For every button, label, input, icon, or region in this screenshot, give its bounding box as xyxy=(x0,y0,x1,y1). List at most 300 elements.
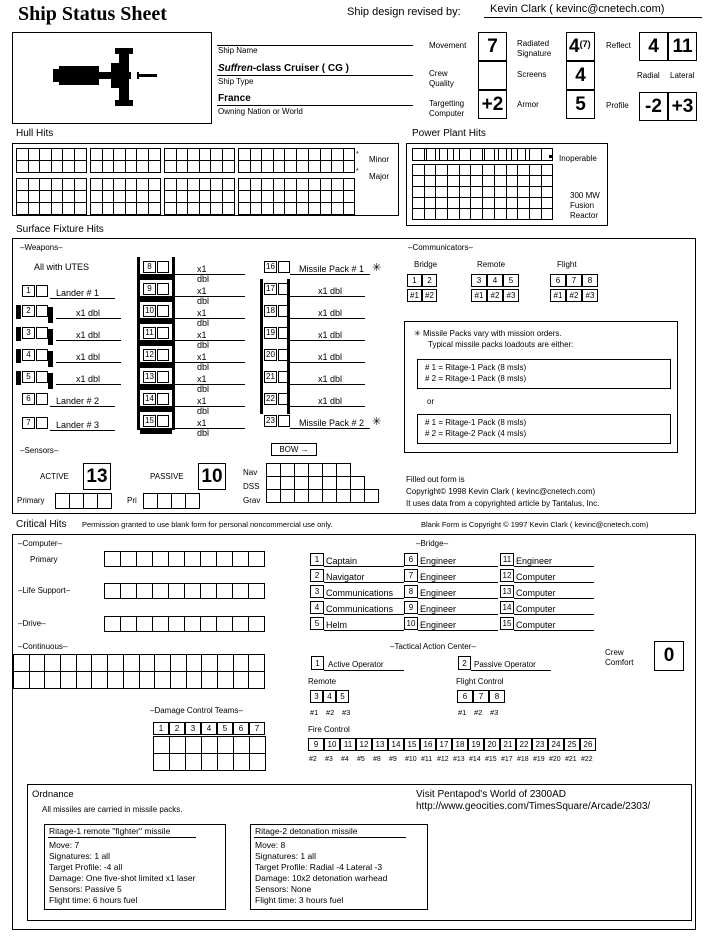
bridge-crit-title: –Bridge– xyxy=(416,539,449,548)
left-mount-box xyxy=(36,305,48,317)
ordnance-note: All missiles are carried in missile packs. xyxy=(42,805,183,814)
mid-mount-bar xyxy=(140,362,172,368)
flight-crit-sub: #1 xyxy=(458,708,467,717)
right-mount-num: 19 xyxy=(264,327,277,339)
left-mount-box xyxy=(36,417,48,429)
mid-mount-box xyxy=(157,393,169,405)
bridge-crit-num: 6 xyxy=(404,553,418,566)
missile-star-icon: ✳ xyxy=(372,262,382,274)
profile-a: -2 xyxy=(639,92,668,121)
dct-cell: 5 xyxy=(217,722,233,735)
mid-mount-label: x1 dbl xyxy=(197,374,210,394)
fire-label: Fire Control xyxy=(308,725,350,734)
missile-stat-line: Flight time: 3 hours fuel xyxy=(255,895,344,905)
power-inoperable-grid[interactable] xyxy=(412,148,553,161)
radiated-value: 4 (7) xyxy=(566,32,595,61)
left-mount-box xyxy=(36,371,48,383)
turret-mark xyxy=(48,307,53,323)
missile-stat-line: Sensors: Passive 5 xyxy=(49,884,122,894)
right-mount-num: 22 xyxy=(264,393,277,405)
bridge-crit-num: 8 xyxy=(404,585,418,598)
mid-mount-label: x1 dbl xyxy=(197,286,210,306)
mid-mount-box xyxy=(157,283,169,295)
left-mount-num: 3 xyxy=(22,327,35,339)
missile-stat-line: Target Profile: -4 all xyxy=(49,862,123,872)
left-mount-line xyxy=(50,430,115,431)
tac-title: –Tactical Action Center– xyxy=(390,642,476,651)
revised-label: Ship design revised by: xyxy=(347,6,461,18)
left-mount-num: 1 xyxy=(22,285,35,297)
mid-mount-label: x1 dbl xyxy=(197,352,210,372)
bridge-crit-label: Helm xyxy=(326,620,348,630)
dct-title: –Damage Control Teams– xyxy=(150,706,243,715)
bridge-crit-label: Engineer xyxy=(420,556,457,566)
remote-crit-sub: #3 xyxy=(342,708,351,717)
turret-mark xyxy=(48,329,53,345)
fire-sub: #17 xyxy=(501,756,513,763)
surface-title: Surface Fixture Hits xyxy=(16,224,104,235)
comm-flight-cell: 6 xyxy=(550,274,566,287)
bridge-crit-label: Engineer xyxy=(420,604,457,614)
mid-mount-line xyxy=(175,296,245,297)
crew-label: Crew Quality xyxy=(429,69,454,88)
primary-label: Primary xyxy=(17,496,45,505)
right-mount-label: x1 dbl xyxy=(318,286,343,296)
passive-label: PASSIVE xyxy=(150,472,184,481)
flight-crit-sub: #3 xyxy=(490,708,499,717)
power-grid-main[interactable] xyxy=(412,164,553,220)
life-title: –Life Support– xyxy=(18,586,71,595)
bridge-crit-num: 9 xyxy=(404,601,418,614)
opt1-line2: # 2 = Ritage-1 Pack (8 msls) xyxy=(425,374,527,383)
missile-stat-line: Damage: 10x2 detonation warhead xyxy=(255,873,388,883)
right-rail xyxy=(260,279,263,414)
dct-cell: 4 xyxy=(201,722,217,735)
bridge-crit-line xyxy=(514,630,594,631)
bridge-crit-line xyxy=(324,582,404,583)
dct-cell: 1 xyxy=(153,722,169,735)
or-label: or xyxy=(427,397,435,406)
opt1-line1: # 1 = Ritage-1 Pack (8 msls) xyxy=(425,363,527,372)
mid-mount-bar xyxy=(140,428,172,434)
turret-mark xyxy=(48,351,53,367)
mid-mount-bar xyxy=(140,296,172,302)
comm-remote-cell: 3 xyxy=(471,274,487,287)
fire-sub: #11 xyxy=(421,756,433,763)
right-mount-line xyxy=(290,406,365,407)
left-mount-box xyxy=(36,393,48,405)
nation: France xyxy=(218,93,251,104)
turret-mark xyxy=(16,371,21,385)
bridge-crit-label: Engineer xyxy=(420,588,457,598)
turret-mark xyxy=(16,327,21,341)
bridge-crit-num: 1 xyxy=(310,553,324,566)
missile-stat-line: Damage: One five-shot limited x1 laser xyxy=(49,873,196,883)
copyright-label: Copyright© 1998 Kevin Clark ( kevinc@cnetech.com) xyxy=(406,487,596,496)
filled-label: Filled out form is xyxy=(406,475,465,484)
ship-type-label: Ship Type xyxy=(218,77,254,86)
left-mount-box xyxy=(36,349,48,361)
left-mount-num: 2 xyxy=(22,305,35,317)
fire-cell: 23 xyxy=(532,738,548,751)
right-mount-box xyxy=(278,261,290,273)
fire-cell: 11 xyxy=(340,738,356,751)
life-support-grid[interactable] xyxy=(104,583,265,599)
right-mount-label: Missile Pack # 1 xyxy=(299,264,365,274)
sensor-dss-grid[interactable] xyxy=(266,476,365,490)
comm-remote-sub: #3 xyxy=(503,289,519,302)
bridge-crit-label: Computer xyxy=(516,620,556,630)
bridge-crit-num: 12 xyxy=(500,569,514,582)
fire-cell: 15 xyxy=(404,738,420,751)
sensor-nav-grid[interactable] xyxy=(266,463,351,477)
page-title: Ship Status Sheet xyxy=(18,3,167,25)
left-mount-line xyxy=(56,318,121,319)
turret-mark xyxy=(16,349,21,363)
comm-bridge-sub: #1 xyxy=(407,289,422,302)
inoperable-label: Inoperable xyxy=(559,154,597,163)
hull-minor-grid[interactable] xyxy=(164,148,235,173)
hull-major-grid[interactable] xyxy=(238,178,309,215)
bridge-crit-num: 5 xyxy=(310,617,324,630)
mid-mount-num: 14 xyxy=(143,393,156,405)
left-mount-label: x1 dbl xyxy=(76,374,101,384)
comm-remote-cell: 4 xyxy=(487,274,503,287)
fire-cell: 20 xyxy=(484,738,500,751)
missile-note-2: Typical missile packs loadouts are either: xyxy=(428,340,574,349)
fire-sub: #14 xyxy=(469,756,481,763)
mid-mount-box xyxy=(157,305,169,317)
bridge-crit-num: 2 xyxy=(310,569,324,582)
comm-bridge-sub: #2 xyxy=(422,289,437,302)
dct-cell: 6 xyxy=(233,722,249,735)
left-mount-num: 6 xyxy=(22,393,35,405)
bridge-crit-label: Computer xyxy=(516,604,556,614)
tac1-label: Active Operator xyxy=(328,660,384,669)
fire-cell: 10 xyxy=(324,738,340,751)
bridge-crit-line xyxy=(324,614,404,615)
missile-stat-line: Signatures: 1 all xyxy=(49,851,110,861)
right-mount-box xyxy=(278,415,290,427)
fire-cell: 26 xyxy=(580,738,596,751)
fire-sub: #10 xyxy=(405,756,417,763)
mid-mount-box xyxy=(157,327,169,339)
grav-label: Grav xyxy=(243,496,261,505)
comm-title: –Communicators– xyxy=(408,243,473,252)
fire-sub: #8 xyxy=(373,756,381,763)
url-link[interactable]: http://www.geocities.com/TimesSquare/Arcade/2303/ xyxy=(416,801,651,812)
bridge-crit-line xyxy=(324,566,404,567)
screens-label: Screens xyxy=(517,70,547,79)
drive-title: –Drive– xyxy=(18,619,46,628)
mid-mount-bar xyxy=(140,340,172,346)
remote-crit-cell: 5 xyxy=(336,690,349,703)
left-mount-line xyxy=(56,362,121,363)
fire-cell: 21 xyxy=(500,738,516,751)
fire-cell: 18 xyxy=(452,738,468,751)
ship-type: Suffren-class Cruiser ( CG ) xyxy=(218,63,349,74)
fire-cell: 24 xyxy=(548,738,564,751)
computer-primary-label: Primary xyxy=(30,555,58,564)
bridge-crit-line xyxy=(514,566,594,567)
flight-crit-label: Flight Control xyxy=(456,677,504,686)
comm-bridge-cell: 2 xyxy=(422,274,437,287)
targ-value: +2 xyxy=(478,90,507,119)
hull-major-grid[interactable] xyxy=(16,178,87,215)
left-mount-num: 5 xyxy=(22,371,35,383)
missile-star-icon: ✳ xyxy=(372,416,382,428)
fire-cell: 17 xyxy=(436,738,452,751)
mid-mount-num: 15 xyxy=(143,415,156,427)
drive-grid[interactable] xyxy=(104,616,265,632)
mid-mount-label: x1 dbl xyxy=(197,396,210,416)
fire-sub: #4 xyxy=(341,756,349,763)
right-mount-box xyxy=(278,283,290,295)
right-mount-line xyxy=(290,274,370,275)
mid-mount-box xyxy=(157,371,169,383)
fire-sub: #20 xyxy=(549,756,561,763)
comm-remote-label: Remote xyxy=(477,260,506,269)
right-mount-box xyxy=(278,349,290,361)
reflect-label: Reflect xyxy=(606,41,631,50)
bridge-crit-line xyxy=(324,630,404,631)
hull-minor-grid[interactable] xyxy=(90,148,161,173)
right-mount-line xyxy=(290,384,365,385)
bridge-crit-num: 15 xyxy=(500,617,514,630)
dct-grid[interactable] xyxy=(153,736,266,771)
continuous-title: –Continuous– xyxy=(18,642,68,651)
fire-sub: #18 xyxy=(517,756,529,763)
bridge-crit-num: 13 xyxy=(500,585,514,598)
hull-major-grid[interactable] xyxy=(164,178,235,215)
armor-label: Armor xyxy=(517,100,539,109)
fire-sub: #15 xyxy=(485,756,497,763)
mid-mount-num: 11 xyxy=(143,327,156,339)
fire-cell: 19 xyxy=(468,738,484,751)
crew-comfort-label: Crew Comfort xyxy=(605,648,634,668)
missile-stat-line: Sensors: None xyxy=(255,884,312,894)
remote-crit-sub: #1 xyxy=(310,708,319,717)
left-mount-box xyxy=(36,327,48,339)
missile-1-title: Ritage-1 remote "fighter" missile xyxy=(49,826,171,836)
ship-name-label: Ship Name xyxy=(218,46,258,55)
active-label: ACTIVE xyxy=(40,472,69,481)
missile-note: ✳ Missile Packs vary with mission orders. xyxy=(414,329,562,338)
bridge-crit-label: Engineer xyxy=(420,572,457,582)
reactor-label: 300 MW Fusion Reactor xyxy=(570,191,600,220)
mid-mount-bar xyxy=(140,318,172,324)
comm-flight-label: Flight xyxy=(557,260,577,269)
right-mount-line xyxy=(290,340,365,341)
turret-mark xyxy=(48,373,53,389)
armor-value: 5 xyxy=(566,90,595,119)
hull-minor-grid[interactable] xyxy=(308,148,355,173)
permission-label: Permission granted to use blank form for personal noncommercial use only. xyxy=(82,520,333,529)
right-mount-label: x1 dbl xyxy=(318,330,343,340)
minor-label: Minor xyxy=(369,155,390,164)
ship-silhouette-icon xyxy=(13,33,211,123)
comm-remote-cell: 5 xyxy=(503,274,519,287)
hull-minor-grid[interactable] xyxy=(16,148,87,173)
mid-mount-line xyxy=(175,318,245,319)
turret-mark xyxy=(16,305,21,319)
bridge-crit-label: Engineer xyxy=(420,620,457,630)
flight-crit-cell: 7 xyxy=(473,690,489,703)
mid-mount-label: x1 dbl xyxy=(197,264,210,284)
right-mount-line xyxy=(290,318,365,319)
mid-mount-bar xyxy=(140,274,172,280)
comm-flight-sub: #1 xyxy=(550,289,566,302)
left-mount-label: x1 dbl xyxy=(76,352,101,362)
hull-major-grid[interactable] xyxy=(308,178,355,215)
comm-flight-cell: 8 xyxy=(582,274,598,287)
opt2-line1: # 1 = Ritage-1 Pack (8 msls) xyxy=(425,418,527,427)
bridge-crit-num: 14 xyxy=(500,601,514,614)
bridge-crit-num: 3 xyxy=(310,585,324,598)
missile-2-title: Ritage-2 detonation missile xyxy=(255,826,358,836)
bow-label: BOW → xyxy=(271,443,317,456)
right-mount-num: 21 xyxy=(264,371,277,383)
mid-mount-box xyxy=(157,261,169,273)
bridge-crit-label: Computer xyxy=(516,588,556,598)
right-mount-num: 17 xyxy=(264,283,277,295)
right-mount-num: 23 xyxy=(264,415,277,427)
targ-label: Targetting Computer xyxy=(429,99,465,118)
fire-cell: 14 xyxy=(388,738,404,751)
comm-flight-sub: #3 xyxy=(582,289,598,302)
mid-mount-line xyxy=(175,384,245,385)
left-mount-line xyxy=(56,340,121,341)
weapons-title: –Weapons– xyxy=(20,243,63,252)
flight-crit-cell: 6 xyxy=(457,690,473,703)
bridge-crit-label: Captain xyxy=(326,556,358,566)
comm-bridge-label: Bridge xyxy=(414,260,438,269)
missile-stat-line: Signatures: 1 all xyxy=(255,851,316,861)
right-mount-num: 18 xyxy=(264,305,277,317)
dss-label: DSS xyxy=(243,482,260,491)
fire-cell: 25 xyxy=(564,738,580,751)
comm-flight-sub: #2 xyxy=(566,289,582,302)
comm-flight-cell: 7 xyxy=(566,274,582,287)
passive-value: 10 xyxy=(198,463,226,490)
tac2-num: 2 xyxy=(458,656,471,670)
mid-mount-box xyxy=(157,349,169,361)
bridge-crit-num: 10 xyxy=(404,617,418,630)
hull-major-grid[interactable] xyxy=(90,178,161,215)
movement-value: 7 xyxy=(478,32,507,61)
fire-sub: #22 xyxy=(581,756,593,763)
revised-by: Kevin Clark ( kevinc@cnetech.com) xyxy=(490,3,665,15)
fire-cell: 16 xyxy=(420,738,436,751)
left-mount-label: Lander # 1 xyxy=(56,288,100,298)
missile-stat-line: Move: 8 xyxy=(255,840,286,850)
mid-mount-bar xyxy=(140,384,172,390)
profile-label: Profile xyxy=(606,101,629,110)
blank-copyright: Blank Form is Copyright © 1997 Kevin Clark ( kevinc@cnetech.com) xyxy=(421,520,649,529)
flight-crit-cell: 8 xyxy=(489,690,505,703)
comm-remote-sub: #2 xyxy=(487,289,503,302)
left-mount-num: 4 xyxy=(22,349,35,361)
bridge-crit-line xyxy=(418,566,498,567)
mid-mount-line xyxy=(175,406,245,407)
ship-silhouette-panel xyxy=(12,32,212,124)
fire-cell: 9 xyxy=(308,738,324,751)
mid-mount-num: 9 xyxy=(143,283,156,295)
bridge-crit-label: Navigator xyxy=(326,572,365,582)
sensor-grav-grid[interactable] xyxy=(266,489,379,503)
bridge-crit-num: 11 xyxy=(500,553,514,566)
remote-crit-cell: 3 xyxy=(310,690,323,703)
mid-mount-line xyxy=(175,340,245,341)
fire-cell: 22 xyxy=(516,738,532,751)
nav-label: Nav xyxy=(243,468,258,477)
comm-bridge-cell: 1 xyxy=(407,274,422,287)
right-mount-num: 20 xyxy=(264,349,277,361)
fire-sub: #3 xyxy=(325,756,333,763)
remote-crit-sub: #2 xyxy=(326,708,335,717)
left-mount-label: Lander # 2 xyxy=(56,396,100,406)
fire-sub: #12 xyxy=(437,756,449,763)
inoperable-dot xyxy=(549,155,552,158)
sensors-title: –Sensors– xyxy=(20,446,59,455)
utes-label: All with UTES xyxy=(34,262,90,272)
left-mount-line xyxy=(50,406,115,407)
major-label: Major xyxy=(369,172,390,181)
hull-minor-grid[interactable] xyxy=(238,148,309,173)
bridge-crit-label: Communications xyxy=(326,604,394,614)
movement-label: Movement xyxy=(429,41,467,50)
fire-sub: #2 xyxy=(309,756,317,763)
mid-mount-num: 10 xyxy=(143,305,156,317)
reflect-b: 11 xyxy=(668,32,697,61)
radial-label: Radial xyxy=(637,71,660,80)
lateral-label: Lateral xyxy=(670,71,695,80)
mid-mount-num: 12 xyxy=(143,349,156,361)
computer-primary-grid[interactable] xyxy=(104,551,265,567)
mid-mount-bar xyxy=(140,406,172,412)
fire-cell: 13 xyxy=(372,738,388,751)
tac2-label: Passive Operator xyxy=(474,660,536,669)
radiated-label: Radiated Signature xyxy=(517,39,552,58)
bridge-crit-label: Computer xyxy=(516,572,556,582)
ordnance-title: Ordnance xyxy=(32,789,74,800)
missile-stat-line: Move: 7 xyxy=(49,840,80,850)
screens-value: 4 xyxy=(566,61,595,90)
mid-mount-line xyxy=(175,362,245,363)
left-mount-label: x1 dbl xyxy=(76,330,101,340)
continuous-grid[interactable] xyxy=(13,654,265,689)
fire-sub: #21 xyxy=(565,756,577,763)
bridge-crit-line xyxy=(418,630,498,631)
left-mount-line xyxy=(56,384,121,385)
right-mount-label: x1 dbl xyxy=(318,374,343,384)
power-title: Power Plant Hits xyxy=(412,128,486,139)
bridge-crit-line xyxy=(514,582,594,583)
dct-cell: 3 xyxy=(185,722,201,735)
right-mount-label: x1 dbl xyxy=(318,352,343,362)
right-mount-box xyxy=(278,393,290,405)
remote-crit-label: Remote xyxy=(308,677,337,686)
flight-crit-sub: #2 xyxy=(474,708,483,717)
pri-label: Pri xyxy=(127,496,137,505)
hull-minor-mark: * xyxy=(356,151,359,158)
fire-sub: #5 xyxy=(357,756,365,763)
fire-sub: #9 xyxy=(389,756,397,763)
fire-cell: 12 xyxy=(356,738,372,751)
crew-comfort-value: 0 xyxy=(654,641,684,671)
bridge-crit-line xyxy=(514,598,594,599)
left-mount-box xyxy=(36,285,48,297)
